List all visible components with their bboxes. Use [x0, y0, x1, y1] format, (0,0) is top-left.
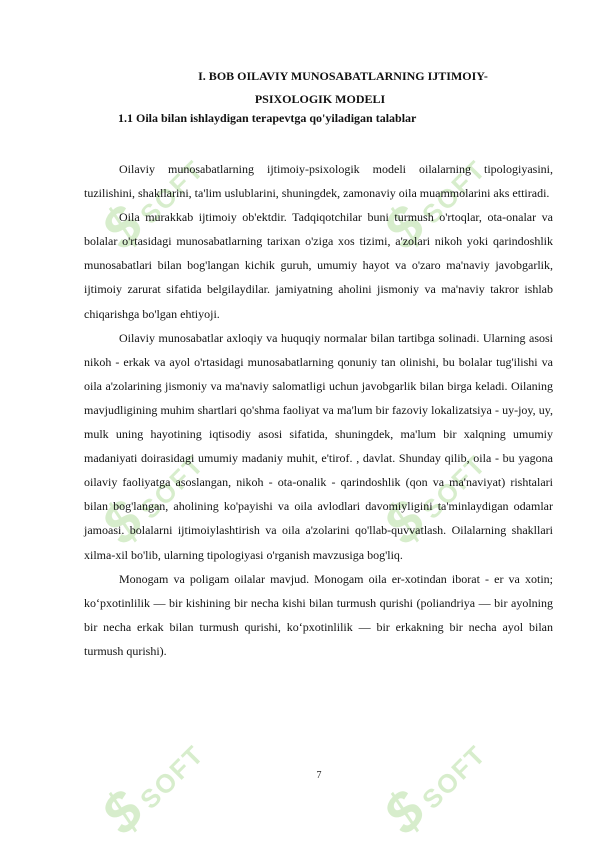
body-text: [84, 157, 553, 663]
paragraph: Monogam va poligam oilalar mavjud. Monogam oila er-xotindan iborat - er va xotin; ko‘pxotinlilik — bir kishining bir necha kishi bilan turmush qurishi (poliandriya — bir ayolning bir necha erkak bilan turmush qurishi, ko‘pxotinlilik — bir erkakning bir necha ayol bilan turmush qurishi).: [84, 571, 553, 658]
paragraph: Oilaviy munosabatlar axloqiy va huquqiy normalar bilan tartibga solinadi. Ularning asosi nikoh - erkak va ayol o'rtasidagi munosabatlarning qonuniy tan olinishi, bu bolalar tug'ilishi va oila a'zolarining jismoniy va ma'naviy salomatligi uchun javobgarlik bilan birga keladi. Oilaning mavjudligining muhim shartlari qo'shma faoliyat va ma'lum bir fazoviy lokalizatsiya - uy-joy, uy, mulk uning hayotining iqtisodiy asosi sifatida, shuningdek, ma'lum bir xalqning umumiy madaniyati doirasidagi umumiy madaniy muhit, e'tirof. , davlat. Shunday qilib, oila - bu yagona oilaviy faoliyatga asoslangan, nikoh - ota-onalik - qarindoshlik (qon va ma'naviyat) rishtalari bilan bog'langan, aholining ko'payishi va oila avlodlari davomiyligini ta'minlaydigan odamlar jamoasi. bolalarni ijtimoiylashtirish va oila a'zolarini qo'llab-quvvatlash. Oilalarning shakllari xilma-xil bo'lib, ularning tipologiyasi o'rganish mavzusiga bog'liq.: [84, 330, 553, 562]
page-number: 7: [316, 770, 322, 781]
section-title: 1.1 Oila bilan ishlaydigan terapevtga qo'yiladigan talablar: [118, 111, 417, 125]
watermark-logo: $SOFT: [88, 738, 210, 846]
watermark-logo: $SOFT: [370, 153, 492, 261]
watermark-logo: $SOFT: [88, 153, 210, 261]
chapter-title-line-2: PSIXOLOGIK MODELI: [254, 92, 386, 106]
paragraph: Oila murakkab ijtimoiy ob'ektdir. Tadqiqotchilar buni turmush o'rtoqlar, ota-onalar va bolalar o'rtasidagi munosabatlarning tarixan o'ziga xos tizimi, a'zolari nikoh yoki qarindoshlik munosabatlari bilan bog'langan kichik guruh, umumiy hayot va o'zaro ma'naviy javobgarlik, ijtimoiy zarurat sifatida belgilaydilar. jamiyatning aholini jismoniy va ma'naviy takror ishlab chiqarishga bo'lgan ehtiyoji.: [84, 210, 553, 321]
paragraph: Oilaviy munosabatlarning ijtimoiy-psixologik modeli oilalarning tipologiyasini, tuzilishini, shakllarini, ta'lim uslublarini, shuningdek, zamonaviy oila muammolarini aks ettiradi.: [84, 162, 553, 201]
chapter-title-line-1: I. BOB OILAVIY MUNOSABATLARNING IJTIMOIY-: [198, 69, 488, 83]
watermark-logo: $SOFT: [88, 448, 210, 556]
watermark-logo: $SOFT: [370, 738, 492, 846]
watermark-logo: $SOFT: [370, 448, 492, 556]
